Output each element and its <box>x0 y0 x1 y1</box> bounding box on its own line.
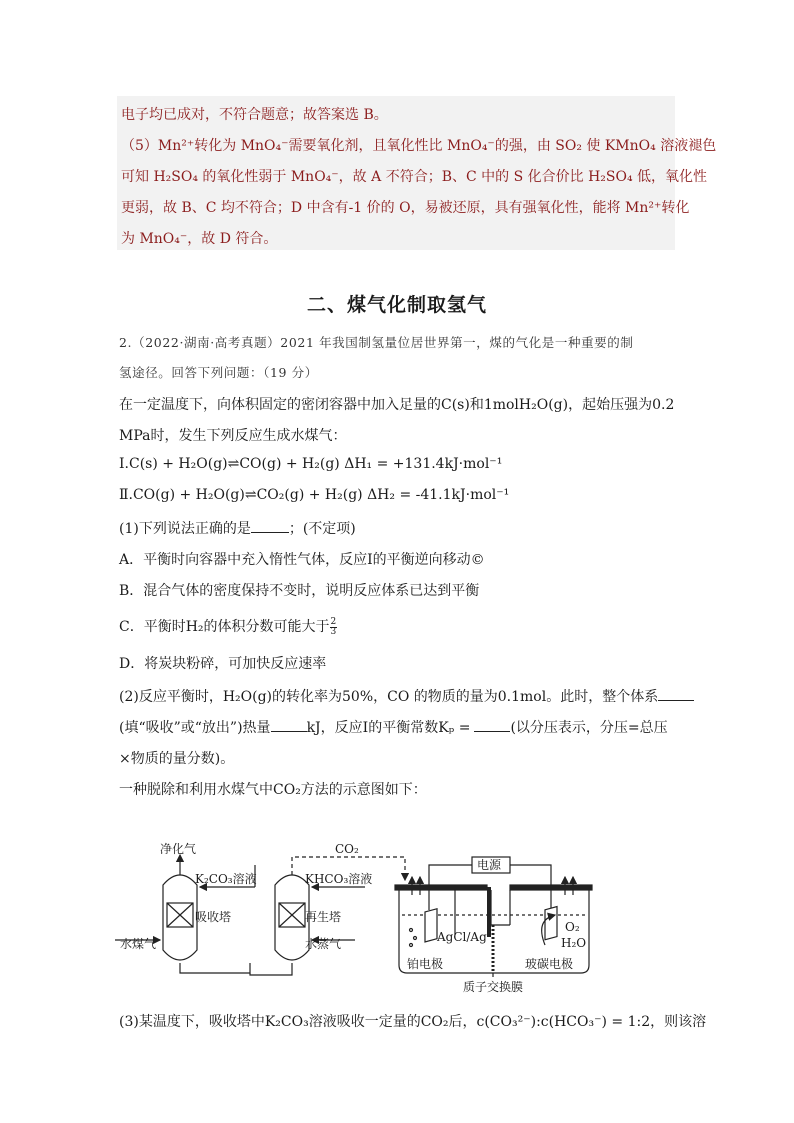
answer-line: 可知 H₂SO₄ 的氧化性弱于 MnO₄⁻，故 A 不符合；B、C 中的 S 化合价比 H₂SO₄ 低，氧化性 <box>121 169 708 185</box>
label-power: 电源 <box>477 858 502 872</box>
option-a: A．平衡时向容器中充入惰性气体，反应Ⅰ的平衡逆向移动© <box>119 552 485 568</box>
sub-question-text: (以分压表示，分压=总压 <box>510 720 668 736</box>
answer-line: 为 MnO₄⁻，故 D 符合。 <box>121 231 278 247</box>
answer-blank[interactable] <box>474 717 510 732</box>
fraction <box>330 618 338 637</box>
sub-question-2-cont <box>119 717 668 737</box>
sub-question-1 <box>119 518 356 538</box>
sub-question-text: kJ，反应Ⅰ的平衡常数Kₚ = <box>306 720 471 736</box>
question-intro: 2.（2022·湖南·高考真题）2021 年我国制氢量位居世界第一，煤的气化是一种重要的制 <box>119 335 634 350</box>
option-c <box>119 616 337 637</box>
section-title: 二、煤气化制取氢气 <box>306 294 487 316</box>
answer-blank[interactable] <box>658 686 694 701</box>
cell-lid-left <box>395 885 487 890</box>
option-b: B．混合气体的密度保持不变时，说明反应体系已达到平衡 <box>119 583 480 599</box>
sub-question-text: (填“吸收”或“放出”)热量 <box>119 720 271 736</box>
option-d: D．将炭块粉碎，可加快反应速率 <box>119 656 327 672</box>
label-agcl-ag: AgCl/Ag <box>437 930 487 944</box>
label-absorber: 吸收塔 <box>195 910 232 924</box>
question-intro: 氢途径。回答下列问题：（19 分） <box>119 365 318 380</box>
fraction-numerator: 2 <box>330 616 337 627</box>
diagram-intro: 一种脱除和利用水煤气中CO₂方法的示意图如下： <box>119 782 427 798</box>
pt-electrode <box>425 909 437 942</box>
label-pt-electrode: 铂电极 <box>407 957 444 971</box>
reaction-2: Ⅱ.CO(g) + H₂O(g)⇌CO₂(g) + H₂(g) ΔH₂ = -41.1kJ·mol⁻¹ <box>119 487 510 503</box>
label-membrane: 质子交换膜 <box>463 980 524 994</box>
option-text: C．平衡时H₂的体积分数可能大于 <box>119 619 330 635</box>
label-water-gas: 水煤气 <box>120 937 157 951</box>
question-condition: 在一定温度下，向体积固定的密闭容器中加入足量的C(s)和1molH₂O(g)，起始压强为0.2 <box>119 397 675 413</box>
label-co2: CO₂ <box>335 842 359 856</box>
label-gc-electrode: 玻碳电极 <box>525 957 574 971</box>
answer-blank[interactable] <box>251 518 289 533</box>
sub-question-3: (3)某温度下，吸收塔中K₂CO₃溶液吸收一定量的CO₂后，c(CO₃²⁻):c(HCO₃⁻) = 1:2，则该溶 <box>119 1014 707 1030</box>
sub-question-text: (1)下列说法正确的是 <box>119 521 251 537</box>
answer-line: 电子均已成对，不符合题意；故答案选 B。 <box>121 107 388 123</box>
label-khco3: KHCO₃溶液 <box>305 872 373 886</box>
co2-removal-diagram <box>115 835 675 1005</box>
sub-question-2 <box>119 686 694 706</box>
sub-question-2-cont: ×物质的量分数)。 <box>119 751 235 767</box>
sub-question-text: (2)反应平衡时，H₂O(g)的转化率为50%，CO 的物质的量为0.1mol。此时，整个体系 <box>119 689 659 705</box>
answer-blank[interactable] <box>271 717 307 732</box>
answer-line: 更弱，故 B、C 均不符合；D 中含有-1 价的 O，易被还原，具有强氧化性，能将 Mn²⁺转化 <box>121 200 690 216</box>
label-regenerator: 再生塔 <box>305 910 342 924</box>
sub-question-text: ；(不定项) <box>288 521 356 537</box>
glassy-carbon-electrode <box>545 907 557 940</box>
answer-line: （5）Mn²⁺转化为 MnO₄⁻需要氧化剂，且氧化性比 MnO₄⁻的强，由 SO₂ 使 KMnO₄ 溶液褪色 <box>121 138 717 154</box>
label-h2o: H₂O <box>561 936 587 950</box>
fraction-denominator: 3 <box>330 626 337 637</box>
reaction-1: Ⅰ.C(s) + H₂O(g)⇌CO(g) + H₂(g) ΔH₁ = +131.4kJ·mol⁻¹ <box>119 456 503 472</box>
label-o2: O₂ <box>565 920 580 934</box>
label-steam: 水蒸气 <box>305 937 342 951</box>
label-k2co3: K₂CO₃溶液 <box>195 872 257 886</box>
question-condition: MPa时，发生下列反应生成水煤气： <box>119 428 347 444</box>
label-purified-gas: 净化气 <box>160 842 197 856</box>
answer-explanation-box <box>117 96 717 250</box>
